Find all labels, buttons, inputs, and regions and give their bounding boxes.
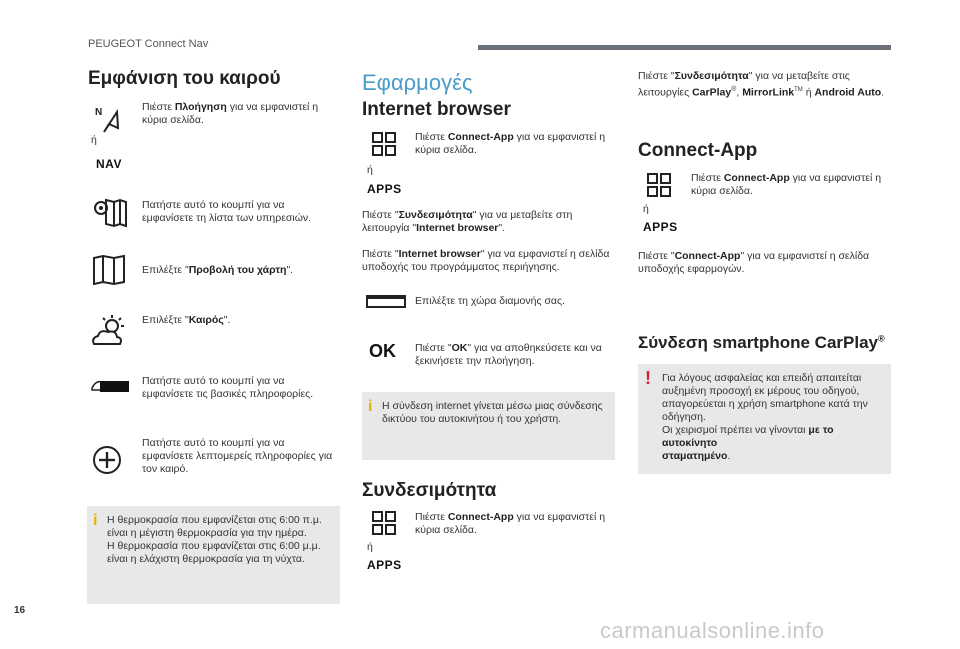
weather-step6: Πατήστε αυτό το κουμπί για να εμφανίσετε λεπτομερείς πληροφορίες για τον καιρό. bbox=[142, 437, 333, 475]
watermark: carmanualsonline.info bbox=[600, 618, 825, 643]
plus-icon[interactable] bbox=[92, 445, 122, 475]
browser-note-text: Η σύνδεση internet γίνεται μέσω μιας σύνδεσης δικτύου του αυτοκινήτου ή του χρήστη. bbox=[382, 400, 603, 425]
weather-icon[interactable] bbox=[90, 314, 128, 348]
weather-heading: Εμφάνιση του καιρού bbox=[88, 68, 281, 89]
apps-heading: Εφαρμογές bbox=[362, 70, 473, 95]
info-icon: i bbox=[368, 398, 373, 415]
weather-step2: Πατήστε αυτό το κουμπί για να εμφανίσετε τη λίστα των υπηρεσιών. bbox=[142, 199, 312, 224]
weather-step3: Επιλέξτε "Προβολή του χάρτη". bbox=[142, 264, 294, 276]
svg-text:N: N bbox=[95, 107, 103, 118]
apps-button-label[interactable]: APPS bbox=[643, 220, 678, 234]
browser-step1: Πιέστε Connect-App για να εμφανιστεί η κύρια σελίδα. bbox=[415, 131, 606, 156]
apps-button-label[interactable]: APPS bbox=[367, 558, 402, 572]
weather-step4: Επιλέξτε "Καιρός". bbox=[142, 314, 231, 326]
or-text: ή bbox=[367, 164, 373, 176]
apps-button-label[interactable]: APPS bbox=[367, 182, 402, 196]
basic-info-button-icon[interactable] bbox=[90, 378, 130, 394]
country-select-button-icon[interactable] bbox=[366, 294, 406, 310]
page-number: 16 bbox=[14, 605, 26, 616]
manual-header-title: PEUGEOT Connect Nav bbox=[88, 38, 209, 50]
or-text: ή bbox=[91, 134, 97, 146]
or-text: ή bbox=[367, 541, 373, 553]
apps-grid-icon[interactable] bbox=[371, 131, 399, 159]
browser-step5: Πιέστε "OK" για να αποθηκεύσετε και να ξεκινήσετε την πλοήγηση. bbox=[415, 342, 602, 367]
warning-icon: ! bbox=[645, 368, 651, 388]
navigation-arrow-icon bbox=[92, 104, 122, 134]
connect-app-step1: Πιέστε Connect-App για να εμφανιστεί η κύρια σελίδα. bbox=[691, 172, 882, 197]
internet-browser-heading: Internet browser bbox=[362, 99, 511, 120]
header-divider-bar bbox=[478, 45, 891, 50]
browser-step4: Επιλέξτε τη χώρα διαμονής σας. bbox=[415, 295, 565, 307]
connectivity-step1: Πιέστε Connect-App για να εμφανιστεί η κύρια σελίδα. bbox=[415, 511, 606, 536]
apps-grid-icon[interactable] bbox=[646, 172, 674, 200]
connect-app-heading: Connect-App bbox=[638, 140, 758, 161]
connectivity-heading: Συνδεσιμότητα bbox=[362, 480, 497, 501]
browser-step3: Πιέστε "Internet browser" για να εμφανιστεί η σελίδα υποδοχής του προγράμματος περιήγησης. bbox=[362, 248, 610, 273]
or-text: ή bbox=[643, 203, 649, 215]
carplay-heading: Σύνδεση smartphone CarPlay® bbox=[638, 333, 885, 352]
connect-app-step2: Πιέστε "Connect-App" για να εμφανιστεί η σελίδα υποδοχής εφαρμογών. bbox=[638, 250, 870, 275]
services-list-icon[interactable] bbox=[92, 196, 128, 228]
browser-step2: Πιέστε "Συνδεσιμότητα" για να μεταβείτε στη λειτουργία "Internet browser". bbox=[362, 209, 573, 234]
ok-button[interactable]: OK bbox=[369, 341, 396, 361]
weather-step5: Πατήστε αυτό το κουμπί για να εμφανίσετε τις βασικές πληροφορίες. bbox=[142, 375, 314, 400]
weather-step1: Πιέστε Πλοήγηση για να εμφανιστεί η κύρια σελίδα. bbox=[142, 101, 319, 126]
apps-grid-icon[interactable] bbox=[371, 510, 399, 538]
carplay-warning-text: Για λόγους ασφαλείας και επειδή απαιτείται αυξημένη προσοχή εκ μέρους του οδηγού, απαγορεύεται η χρήση smartphone κατά την οδήγηση. Οι χειρισμοί πρέπει να γίνονται με το αυτοκίνητο σταματημένο. bbox=[662, 372, 868, 462]
connectivity-step2: Πιέστε "Συνδεσιμότητα" για να μεταβείτε στις λειτουργίες CarPlay®, MirrorLink™ ή Android Auto. bbox=[638, 70, 885, 99]
info-icon: i bbox=[93, 512, 98, 529]
weather-note-text: Η θερμοκρασία που εμφανίζεται στις 6:00 π.μ. είναι η μέγιστη θερμοκρασία για την ημέρα. Η θερμοκρασία που εμφανίζεται στις 6:00 μ.μ. είναι η ελάχιστη θερμοκρασία για τη νύχτα. bbox=[107, 514, 322, 565]
map-view-icon[interactable] bbox=[92, 254, 126, 286]
nav-button-label[interactable]: NAV bbox=[96, 157, 122, 171]
